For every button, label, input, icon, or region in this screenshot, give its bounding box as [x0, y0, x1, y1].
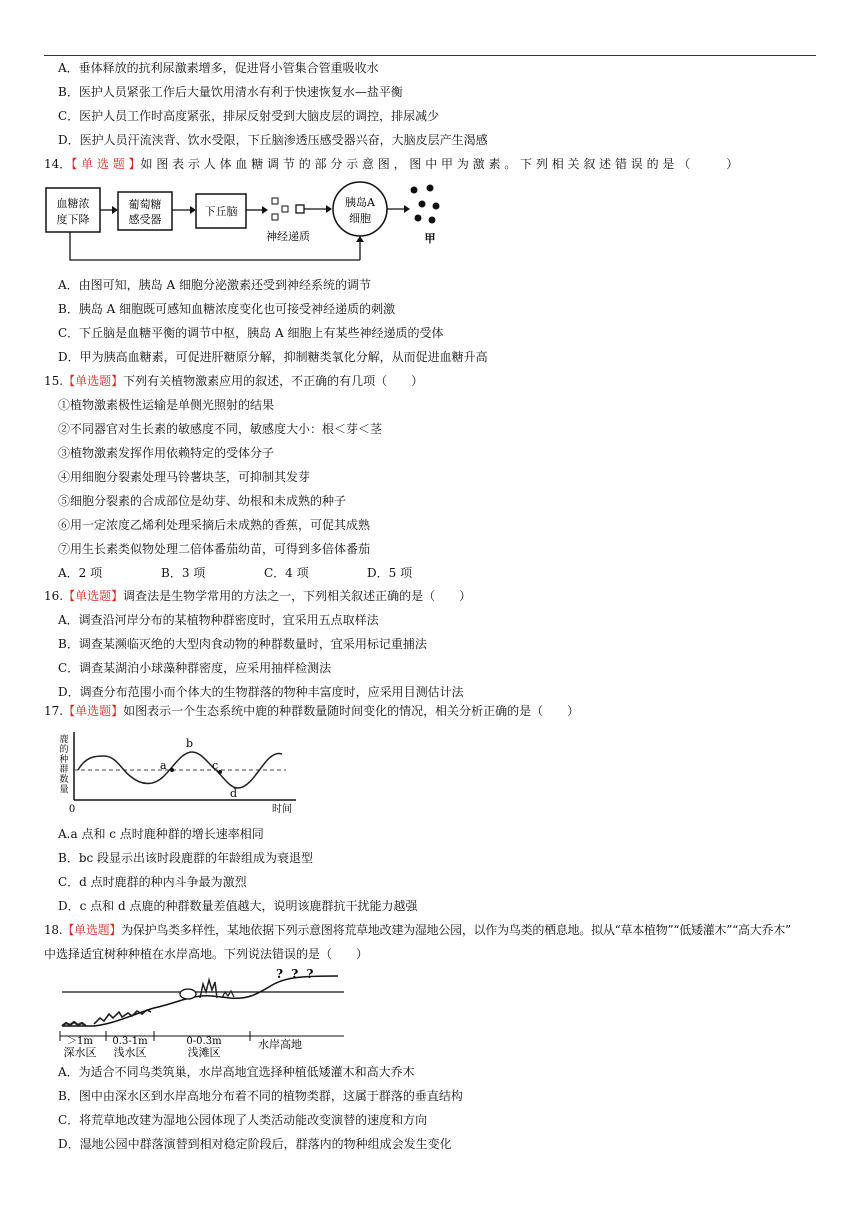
arrowhead-3 [262, 206, 268, 214]
q15-option-d: D．5 项 [367, 566, 413, 580]
arrowhead-4 [326, 205, 332, 213]
y-label-char: 鹿 [59, 735, 69, 745]
feedback-line [70, 232, 272, 260]
zone-label-beach: 浅滩区 [187, 1046, 221, 1058]
q18-type-tag: 【单选题】 [62, 923, 122, 937]
y-label-char: 数 [59, 775, 69, 785]
q15-item-4: ④用细胞分裂素处理马铃薯块茎，可抑制其发芽 [58, 470, 311, 484]
label-hormone-jia: 甲 [424, 232, 436, 245]
blood-glucose-diagram [40, 178, 460, 278]
q16-number: 16. [44, 589, 64, 603]
box-receptor-line2: 感受器 [128, 213, 162, 226]
q16-stem: 调查法是生物学常用的方法之一，下列相关叙述正确的是（ ） [123, 589, 472, 603]
q17-option-c: C．d 点时鹿群的种内斗争最为激烈 [58, 875, 247, 889]
q17-type-tag: 【单选题】 [63, 704, 124, 718]
wetland-diagram [54, 964, 354, 1058]
q18-option-d: D．湿地公园中群落演替到相对稳定阶段后，群落内的物种组成会发生变化 [58, 1137, 452, 1151]
q14-type-tag: 【 单 选 题 】 [71, 157, 141, 171]
q14-option-d: D．甲为胰高血糖素，可促进肝糖原分解，抑制糖类氧化分解，从而促进血糖升高 [58, 350, 488, 364]
q15-item-7: ⑦用生长素类似物处理二倍体番茄幼苗，可得到多倍体番茄 [58, 542, 371, 556]
q14-stem: 如 图 表 示 人 体 血 糖 调 节 的 部 分 示 意 图 ， 图 中 甲 为 激 素 。 下 列 相 关 叙 述 错 误 的 是 （ ） [140, 157, 739, 171]
shore-profile [62, 976, 338, 1026]
bird-icon [180, 989, 196, 999]
q15-item-6: ⑥用一定浓度乙烯利处理采摘后未成熟的香蕉，可促其成熟 [58, 518, 371, 532]
depth-label-beach: 0-0.3m [186, 1036, 222, 1047]
y-label-char: 种 [59, 755, 69, 765]
q14-number: 14． [44, 157, 72, 171]
arrowhead-5 [404, 205, 410, 213]
q17-number: 17. [44, 704, 64, 718]
feedback-arrowhead [356, 236, 364, 242]
hormone-dot [427, 185, 434, 192]
q13-option-d: D．医护人员汗流浃背、饮水受限，下丘脑渗透压感受器兴奋，大脑皮层产生渴感 [58, 133, 488, 147]
label-point-d: d [230, 787, 238, 800]
label-point-a: a [160, 759, 167, 772]
q15-stem: 下列有关植物激素应用的叙述，不正确的有几项（ ） [123, 374, 424, 388]
q18-stem-part1: 为保护鸟类多样性，某地依据下列示意图将荒草地改建为湿地公园，以作为鸟类的栖息地。拟从“草本植物”“低矮灌木”“高大乔木” [121, 923, 791, 937]
q17-stem: 如图表示一个生态系统中鹿的种群数量随时间变化的情况，相关分析正确的是（ ） [123, 704, 580, 718]
point-a [170, 768, 174, 772]
q16-stem-line [44, 588, 471, 604]
label-point-c: c [212, 759, 219, 772]
q16-option-d: D．调查分布范围小而个体大的生物群落的物种丰富度时，应采用目测估计法 [58, 685, 464, 699]
y-label-char: 的 [59, 745, 69, 755]
q14-stem-line [44, 156, 738, 172]
q17-stem-line [44, 703, 579, 719]
q15-item-2: ②不同器官对生长素的敏感度不同，敏感度大小：根＜芽＜茎 [58, 422, 383, 436]
hormone-dot [411, 187, 418, 194]
box-hypothalamus-label: 下丘脑 [204, 205, 238, 218]
y-label-char: 群 [59, 765, 69, 775]
point-c [218, 770, 222, 774]
box-glucose-drop-line1: 血糖浓 [56, 197, 90, 210]
hormone-dot [419, 201, 426, 208]
q18-number: 18. [44, 923, 63, 937]
depth-label-deep: ＞1m [67, 1036, 93, 1047]
q15-type-tag: 【单选题】 [63, 374, 124, 388]
origin-label: 0 [68, 804, 76, 815]
x-axis-label: 时间 [272, 804, 292, 815]
islet-cell-line2: 细胞 [349, 212, 371, 225]
vesicle-2 [282, 206, 288, 212]
y-label-char: 量 [59, 785, 69, 795]
q14-option-a: A．由图可知，胰岛 A 细胞分泌激素还受到神经系统的调节 [58, 278, 371, 292]
q13-option-a: A．垂体释放的抗利尿激素增多，促进肾小管集合管重吸收水 [58, 61, 379, 75]
q15-option-c: C．4 项 [264, 566, 309, 580]
q16-option-b: B．调查某濒临灭绝的大型肉食动物的种群数量时，宜采用标记重捕法 [58, 637, 427, 651]
zone-label-deep: 深水区 [63, 1046, 97, 1058]
q15-option-a: A．2 项 [58, 566, 103, 580]
vesicle-3 [272, 214, 278, 220]
islet-cell-line1: 胰岛A [345, 196, 375, 209]
q18-option-a: A．为适合不同鸟类筑巢，水岸高地宜选择种植低矮灌木和高大乔木 [58, 1065, 415, 1079]
q18-option-b: B．图中由深水区到水岸高地分布着不同的植物类群，这属于群落的垂直结构 [58, 1089, 463, 1103]
q15-item-1: ①植物激素极性运输是单侧光照射的结果 [58, 398, 275, 412]
label-point-b: b [186, 737, 194, 750]
q15-item-3: ③植物激素发挥作用依赖特定的受体分子 [58, 446, 275, 460]
q15-option-b: B．3 项 [161, 566, 206, 580]
header-rule [44, 55, 816, 56]
deer-population-graph [50, 730, 310, 816]
q18-stem-line2: 中选择适宜树种种植在水岸高地。下列说法错误的是（ ） [44, 947, 369, 961]
arrowhead-1 [112, 206, 118, 214]
q15-number: 15. [44, 374, 64, 388]
q13-option-c: C．医护人员工作时高度紧张，排尿反射受到大脑皮层的调控，排尿减少 [58, 109, 440, 123]
arrowhead-2 [190, 206, 196, 214]
q16-type-tag: 【单选题】 [63, 589, 124, 603]
hormone-dot [433, 203, 440, 210]
q18-option-c: C．将荒草地改建为湿地公园体现了人类活动能改变演替的速度和方向 [58, 1113, 428, 1127]
q15-item-5: ⑤细胞分裂素的合成部位是幼芽、幼根和未成熟的种子 [58, 494, 347, 508]
q15-stem-line [44, 373, 423, 389]
q14-option-b: B．胰岛 A 细胞既可感知血糖浓度变化也可接受神经递质的刺激 [58, 302, 396, 316]
vesicle-4 [296, 205, 304, 213]
q16-option-a: A．调查沿河岸分布的某植物种群密度时，宜采用五点取样法 [58, 613, 379, 627]
islet-a-cell [333, 182, 387, 236]
q17-option-b: B．bc 段显示出该时段鹿群的年龄组成为衰退型 [58, 851, 314, 865]
label-neurotransmitter: 神经递质 [266, 230, 310, 243]
q16-option-c: C．调查某湖泊小球藻种群密度，应采用抽样检测法 [58, 661, 332, 675]
depth-label-shallow: 0.3-1m [112, 1036, 148, 1047]
box-glucose-drop-line2: 度下降 [56, 213, 90, 226]
q17-option-a: A.a 点和 c 点时鹿种群的增长速率相同 [58, 827, 264, 841]
zone-label-highland: 水岸高地 [258, 1038, 302, 1051]
q14-option-c: C．下丘脑是血糖平衡的调节中枢，胰岛 A 细胞上有某些神经递质的受体 [58, 326, 444, 340]
box-receptor-line1: 葡萄糖 [128, 198, 162, 211]
q13-option-b: B．医护人员紧张工作后大量饮用清水有利于快速恢复水—盐平衡 [58, 85, 403, 99]
q18-stem-line1 [44, 922, 791, 938]
hormone-dot [429, 217, 436, 224]
hormone-dot [415, 215, 422, 222]
vesicle-1 [272, 198, 278, 204]
tree-question-marks: ? ? ? [276, 967, 316, 981]
q17-option-d: D．c 点和 d 点鹿的种群数量差值越大，说明该鹿群抗干扰能力越强 [58, 899, 418, 913]
zone-label-shallow: 浅水区 [113, 1046, 147, 1058]
